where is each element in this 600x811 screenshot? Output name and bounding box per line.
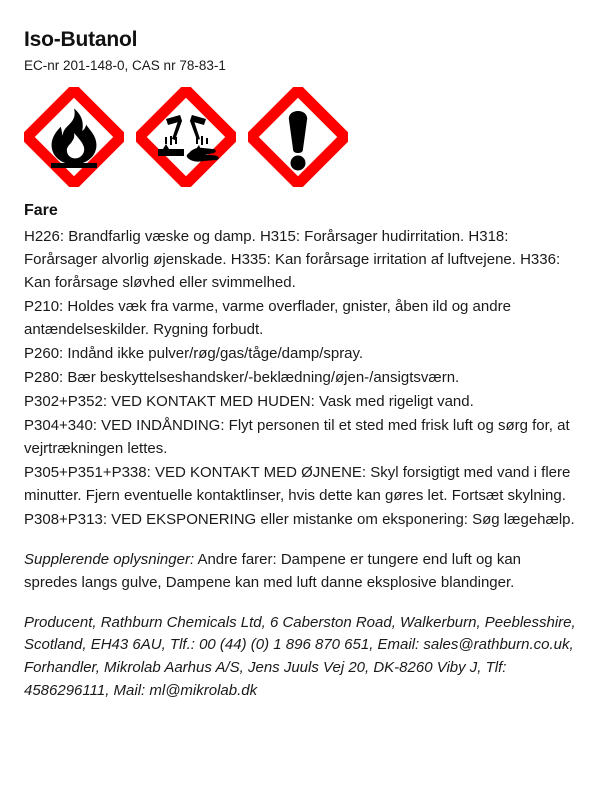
statement: P302+P352: VED KONTAKT MED HUDEN: Vask med rigeligt vand. [24,393,474,411]
statement: P308+P313: VED EKSPONERING eller mistanke om eksponering: Søg lægehælp. [24,510,575,528]
hazard-statement-list [24,226,576,531]
signal-word: Fare [24,202,58,220]
exclamation-mark-icon [248,87,348,187]
supplementary-label: Supplerende oplysninger: [24,550,195,568]
statement: P280: Bær beskyttelseshandsker/-beklædning/øjen-/ansigtsværn. [24,369,460,387]
flame-icon [24,87,124,187]
corrosion-icon [136,87,236,187]
statement: H226: Brandfarlig væske og damp. H315: Forårsager hudirritation. H318: Forårsager alvorlig øjenskade. H335: Kan forårsage irritation af luftvejene. H336: Kan forårsage sløvhed eller svimmelhed. [24,228,561,292]
statement: P304+340: VED INDÅNDING: Flyt personen til et sted med frisk luft og sørg for, at vejrtrækningen lettes. [24,416,570,457]
product-title: Iso-Butanol [24,28,138,51]
supplier-information: Producent, Rathburn Chemicals Ltd, 6 Caberston Road, Walkerburn, Peeblesshire, Scotland, EH43 6AU, Tlf.: 00 (44) (0) 1 896 870 651, Email: sales@rathburn.co.uk, Forhandler, Mikrolab Aarhus A/S, Jens Juuls Vej 20, DK-8260 Viby J, Tlf: 4586296111, Mail: ml@mikrolab.dk [24,613,576,700]
ghs-pictogram-row [24,87,576,187]
supplementary-information [24,549,576,595]
product-identifiers: EC-nr 201-148-0, CAS nr 78-83-1 [24,58,226,74]
supplementary-text: Andre farer: Dampene er tungere end luft og kan spredes langs gulve, Dampene kan med luft danne eksplosive blandinger. [24,550,521,591]
statement: P260: Indånd ikke pulver/røg/gas/tåge/damp/spray. [24,345,364,363]
statement: P210: Holdes væk fra varme, varme overflader, gnister, åben ild og andre antændelseskilder. Rygning forbudt. [24,298,511,339]
statement: P305+P351+P338: VED KONTAKT MED ØJNENE: Skyl forsigtigt med vand i flere minutter. Fjern eventuelle kontaktlinser, hvis dette kan gøres let. Fortsæt skylning. [24,463,571,504]
